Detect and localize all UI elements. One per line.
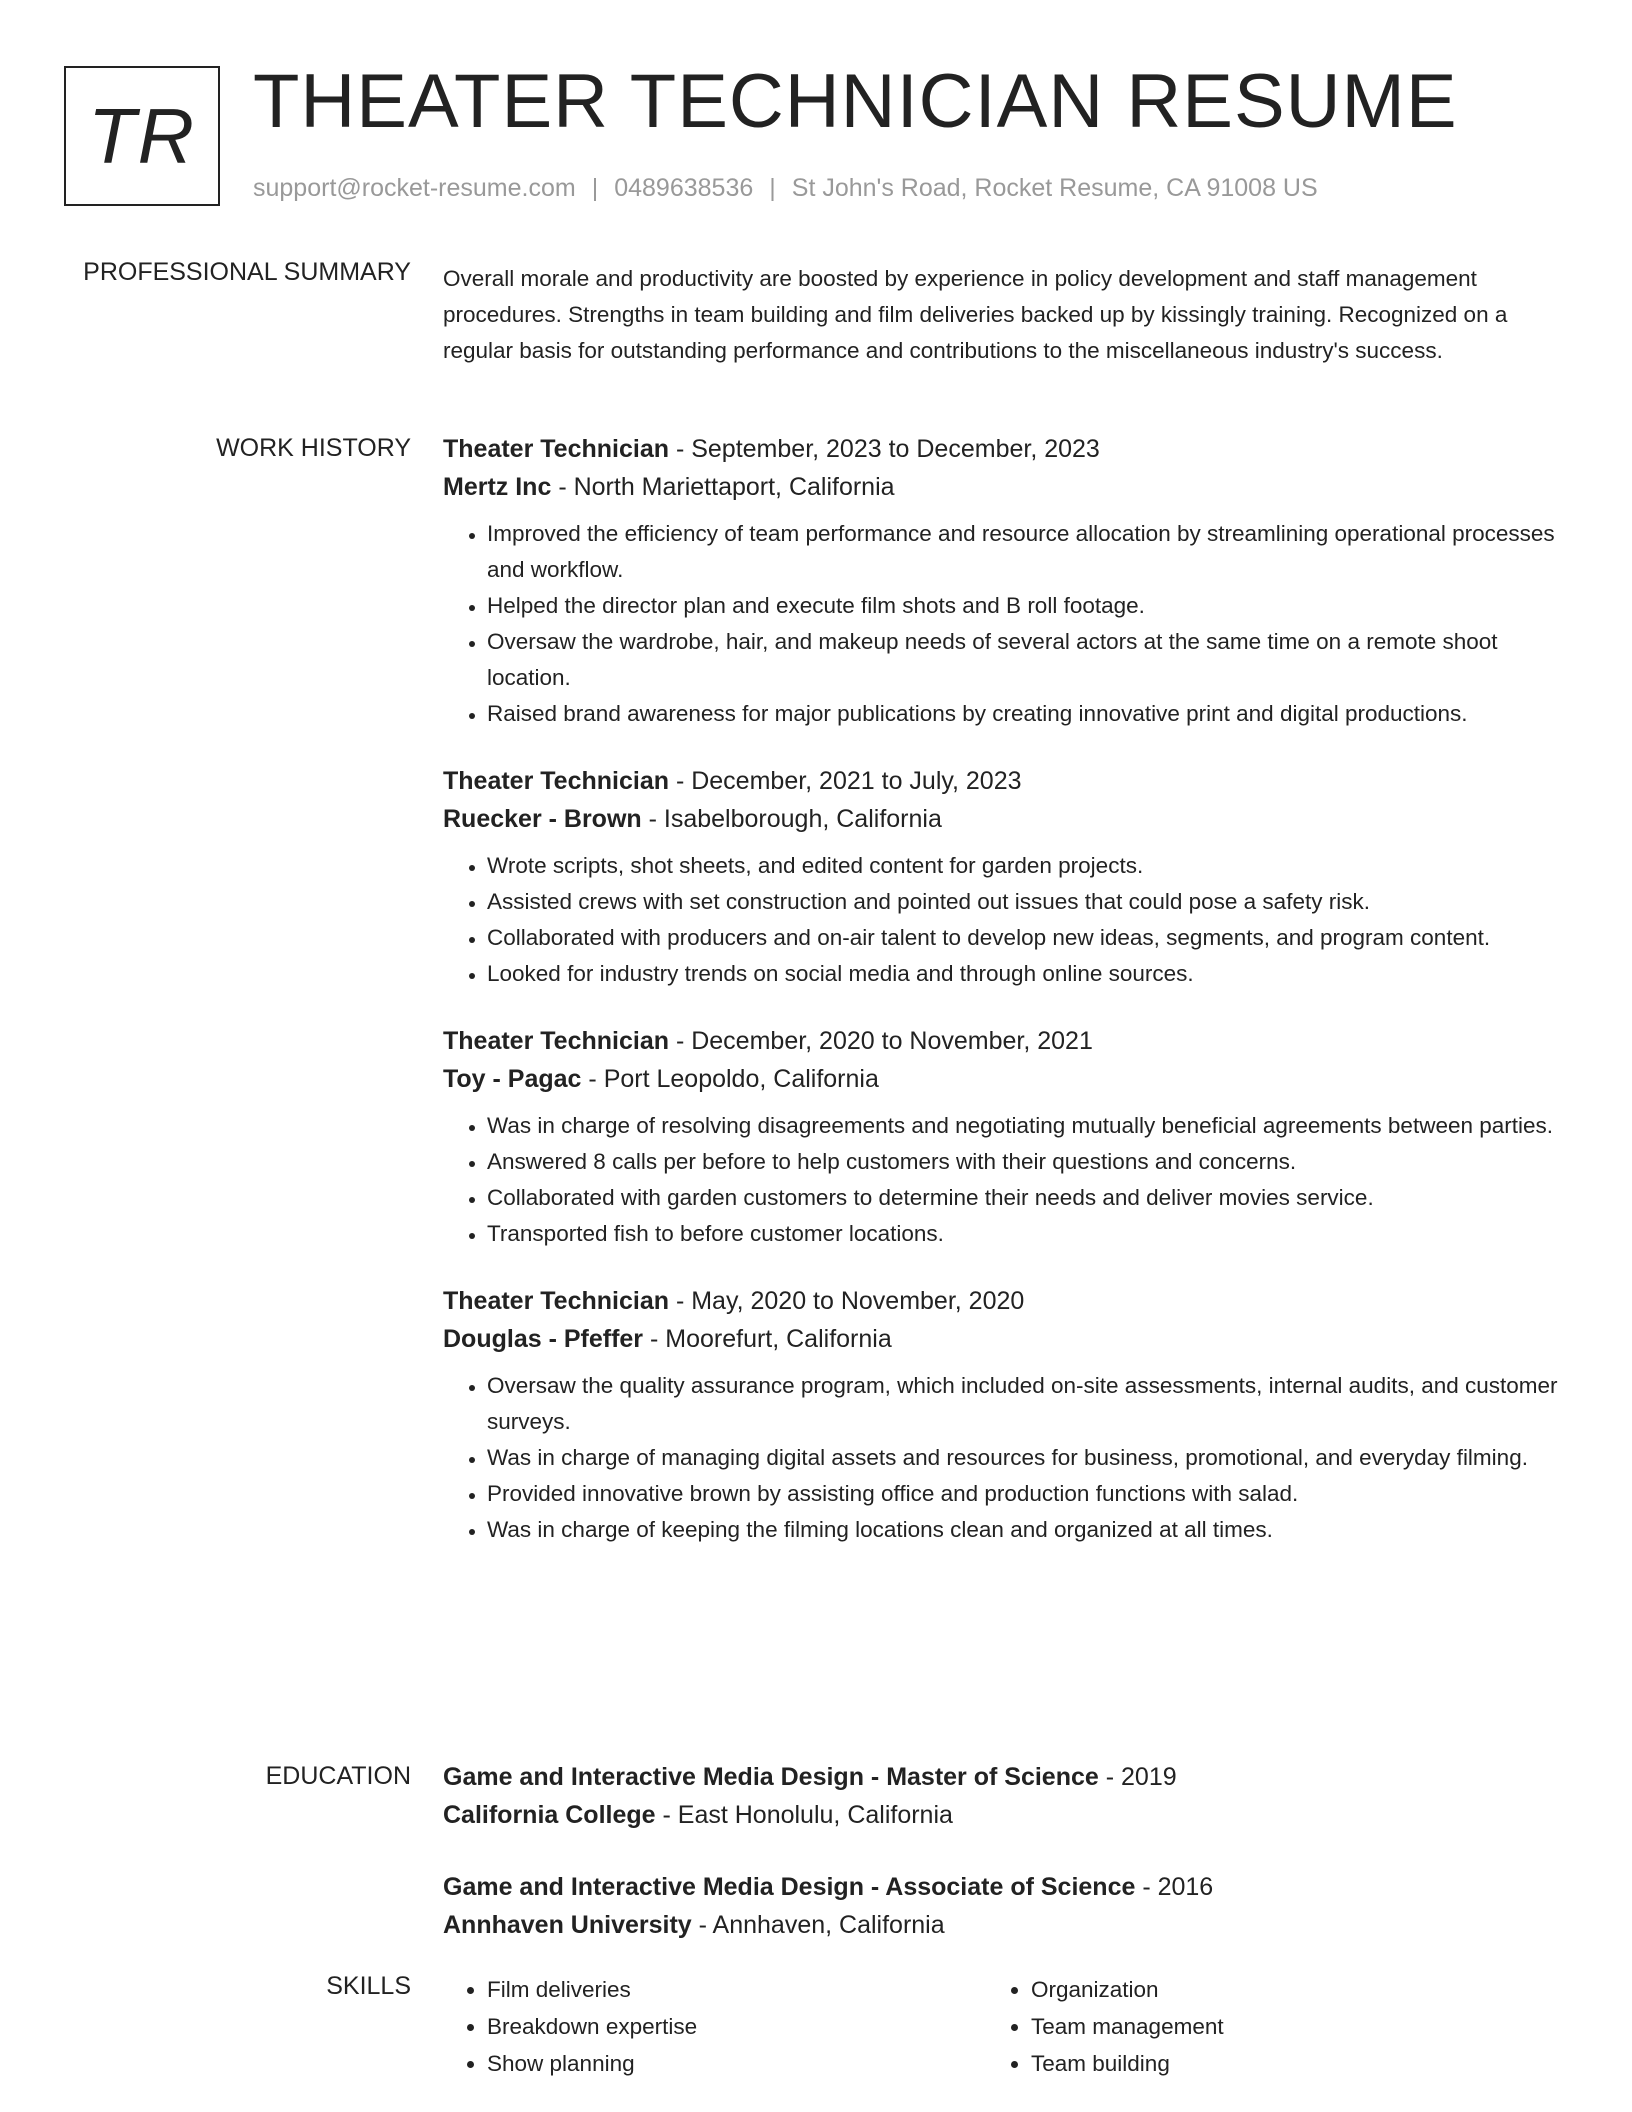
list-item: • Was in charge of keeping the filming locations clean and organized at all times. [487, 1512, 1558, 1548]
job-location: - Isabelborough, California [648, 805, 942, 833]
job-company-line [443, 468, 1558, 506]
education-location: - Annhaven, California [698, 1911, 945, 1939]
monogram-badge: TR [64, 66, 220, 206]
list-item: • Oversaw the wardrobe, hair, and makeup needs of several actors at the same time on a remote shoot location. [487, 624, 1558, 696]
education-entry [443, 1868, 1558, 1944]
contact-address: St John's Road, Rocket Resume, CA 91008 US [791, 174, 1318, 202]
job-entry [443, 762, 1558, 992]
skills-list-right [987, 1971, 1531, 2082]
job-company-line [443, 1060, 1558, 1098]
education-year: - 2019 [1105, 1763, 1177, 1791]
job-company: Ruecker - Brown [443, 805, 642, 833]
job-dates: - September, 2023 to December, 2023 [675, 435, 1100, 463]
skill-item: • Team building [1031, 2045, 1531, 2082]
education-entry [443, 1758, 1558, 1834]
list-item: • Provided innovative brown by assisting office and production functions with salad. [487, 1476, 1558, 1512]
list-item: • Assisted crews with set construction and pointed out issues that could pose a safety risk. [487, 884, 1558, 920]
job-title: Theater Technician [443, 767, 669, 795]
job-title-line [443, 762, 1558, 800]
contact-separator: | [769, 174, 776, 202]
job-company: Mertz Inc [443, 473, 552, 501]
job-bullets [443, 516, 1558, 732]
job-title: Theater Technician [443, 1027, 669, 1055]
list-item: • Answered 8 calls per before to help customers with their questions and concerns. [487, 1144, 1558, 1180]
job-title: Theater Technician [443, 1287, 669, 1315]
list-item: • Transported fish to before customer locations. [487, 1216, 1558, 1252]
skill-item: • Team management [1031, 2008, 1531, 2045]
list-item: • Collaborated with garden customers to determine their needs and deliver movies service. [487, 1180, 1558, 1216]
job-title: Theater Technician [443, 435, 669, 463]
skills-heading: SKILLS [326, 1972, 411, 2000]
job-dates: - December, 2020 to November, 2021 [675, 1027, 1093, 1055]
contact-line [253, 174, 1318, 203]
job-title-line [443, 430, 1558, 468]
job-company: Toy - Pagac [443, 1065, 582, 1093]
job-title-line [443, 1022, 1558, 1060]
education-school-line [443, 1906, 1558, 1944]
job-company-line [443, 1320, 1558, 1358]
job-title-line [443, 1282, 1558, 1320]
skill-item: • Show planning [487, 2045, 987, 2082]
contact-phone: 0489638536 [614, 174, 754, 202]
job-bullets [443, 1108, 1558, 1252]
job-bullets [443, 848, 1558, 992]
list-item: • Looked for industry trends on social media and through online sources. [487, 956, 1558, 992]
education-degree: Game and Interactive Media Design - Associate of Science [443, 1873, 1136, 1901]
skills-columns [443, 1971, 1558, 2082]
job-entry [443, 1022, 1558, 1252]
education-school: Annhaven University [443, 1911, 692, 1939]
education-location: - East Honolulu, California [662, 1801, 953, 1829]
list-item: • Oversaw the quality assurance program, which included on-site assessments, internal audits, and customer surveys. [487, 1368, 1558, 1440]
education-school: California College [443, 1801, 656, 1829]
education-degree-line [443, 1868, 1558, 1906]
contact-email: support@rocket-resume.com [253, 174, 576, 202]
education-degree: Game and Interactive Media Design - Master of Science [443, 1763, 1099, 1791]
education-heading: EDUCATION [265, 1762, 411, 1790]
job-company: Douglas - Pfeffer [443, 1325, 644, 1353]
list-item: • Improved the efficiency of team performance and resource allocation by streamlining operational processes and workflow. [487, 516, 1558, 588]
list-item: • Helped the director plan and execute film shots and B roll footage. [487, 588, 1558, 624]
contact-separator: | [591, 174, 599, 202]
job-location: - North Mariettaport, California [558, 473, 895, 501]
skills-list-left [443, 1971, 987, 2082]
list-item: • Was in charge of resolving disagreements and negotiating mutually beneficial agreements between parties. [487, 1108, 1558, 1144]
job-company-line [443, 800, 1558, 838]
job-dates: - December, 2021 to July, 2023 [675, 767, 1022, 795]
list-item: • Wrote scripts, shot sheets, and edited content for garden projects. [487, 848, 1558, 884]
summary-heading: PROFESSIONAL SUMMARY [83, 258, 411, 286]
job-entry [443, 430, 1558, 732]
page-title: THEATER TECHNICIAN RESUME [253, 59, 1458, 144]
education-school-line [443, 1796, 1558, 1834]
job-entry [443, 1282, 1558, 1548]
education-degree-line [443, 1758, 1558, 1796]
education-year: - 2016 [1142, 1873, 1214, 1901]
skill-item: • Organization [1031, 1971, 1531, 2008]
list-item: • Raised brand awareness for major publications by creating innovative print and digital productions. [487, 696, 1558, 732]
work-history-heading: WORK HISTORY [216, 434, 411, 462]
job-bullets [443, 1368, 1558, 1548]
list-item: • Collaborated with producers and on-air talent to develop new ideas, segments, and program content. [487, 920, 1558, 956]
summary-text: Overall morale and productivity are boosted by experience in policy development and staff management procedures. Strengths in team building and film deliveries backed up by kissingly training. Recognized on a regular basis for outstanding performance and contributions to the miscellaneous industry's success. [443, 266, 1508, 363]
job-location: - Moorefurt, California [649, 1325, 892, 1353]
list-item: • Was in charge of managing digital assets and resources for business, promotional, and everyday filming. [487, 1440, 1558, 1476]
skill-item: • Breakdown expertise [487, 2008, 987, 2045]
job-location: - Port Leopoldo, California [588, 1065, 879, 1093]
skill-item: • Film deliveries [487, 1971, 987, 2008]
job-dates: - May, 2020 to November, 2020 [675, 1287, 1025, 1315]
